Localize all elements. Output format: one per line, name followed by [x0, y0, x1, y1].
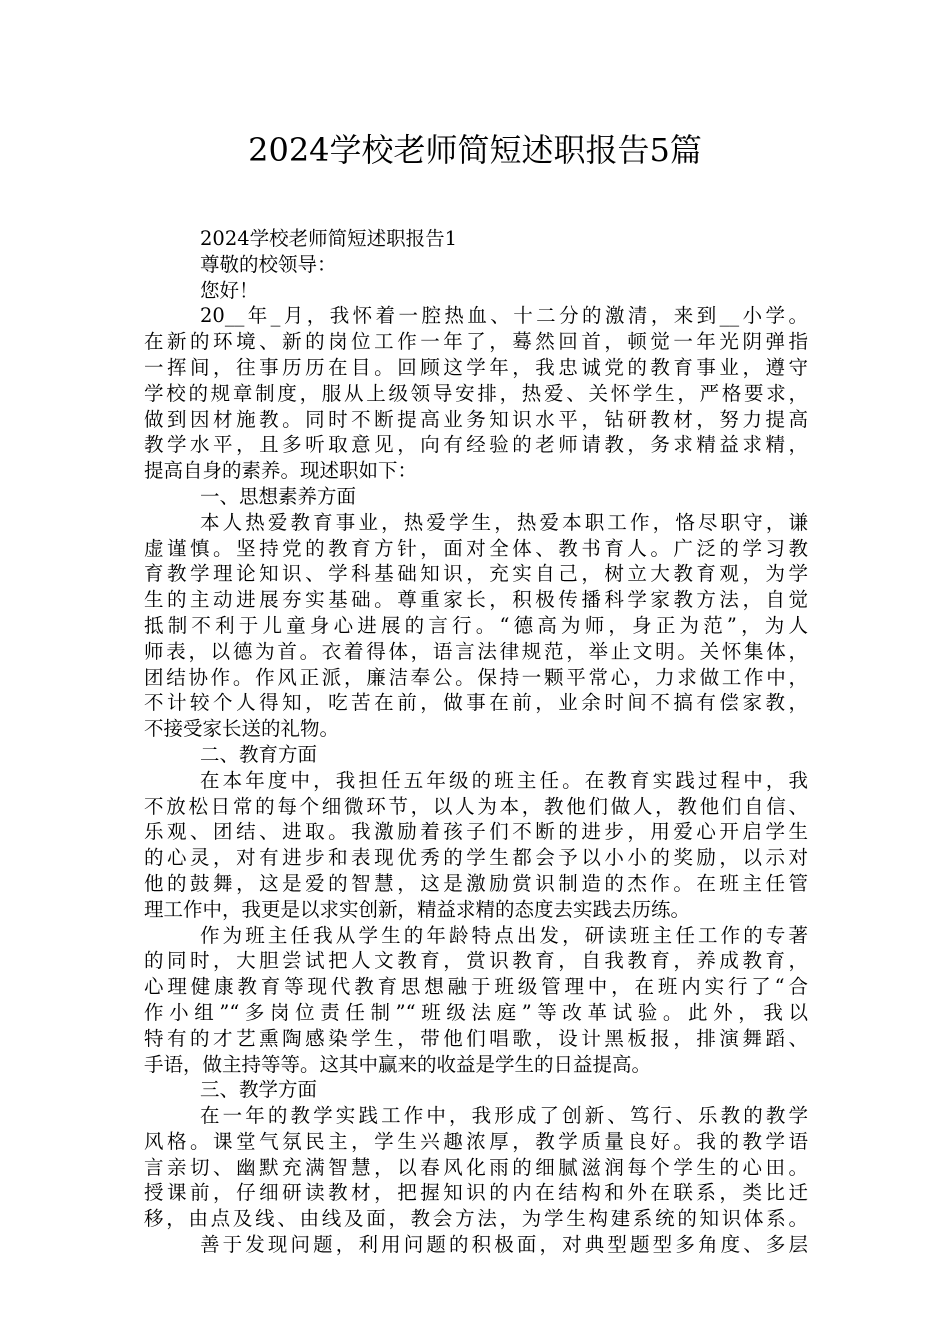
- text-line: 他的鼓舞，这是爱的智慧，这是激励赏识制造的杰作。在班主任管: [144, 871, 808, 895]
- text-line: 育教学理论知识、学科基础知识，充实自己，树立大教育观，为学: [144, 562, 808, 586]
- text-line: 本人热爱教育事业，热爱学生，热爱本职工作，恪尽职守，谦: [200, 510, 808, 534]
- text-line: 二、教育方面: [200, 742, 318, 766]
- text-line: 乐观、团结、进取。我激励着孩子们不断的进步，用爱心开启学生: [144, 820, 808, 844]
- text-line: 提高自身的素养。现述职如下：: [144, 459, 418, 483]
- text-line: 生的主动进展夯实基础。尊重家长，积极传播科学家教方法，自觉: [144, 588, 808, 612]
- text-line: 移，由点及线、由线及面，教会方法，为学生构建系统的知识体系。: [144, 1207, 808, 1231]
- text-line: 不计较个人得知，吃苦在前，做事在前，业余时间不搞有偿家教，: [144, 691, 808, 715]
- document-body: [144, 226, 808, 1258]
- text-line: 心理健康教育等现代教育思想融于班级管理中，在班内实行了“合: [144, 975, 808, 999]
- text-line: 教学水平，且多听取意见，向有经验的老师请教，务求精益求精，: [144, 433, 808, 457]
- text-line: 团结协作。作风正派，廉洁奉公。保持一颗平常心，力求做工作中，: [144, 665, 808, 689]
- document-title: 2024学校老师简短述职报告5篇: [248, 131, 702, 169]
- text-line: 学校的规章制度，服从上级领导安排，热爱、关怀学生，严格要求，: [144, 381, 808, 405]
- text-line: 言亲切、幽默充满智慧，以春风化雨的细腻滋润每个学生的心田。: [144, 1155, 808, 1179]
- text-line: 一挥间，往事历历在目。回顾这学年，我忠诚党的教育事业，遵守: [144, 355, 808, 379]
- text-line: 风格。课堂气氛民主，学生兴趣浓厚，教学质量良好。我的教学语: [144, 1129, 808, 1153]
- text-line: 善于发现问题，利用问题的积极面，对典型题型多角度、多层: [200, 1233, 808, 1257]
- text-line: 您好！: [200, 278, 259, 302]
- text-line: 师表，以德为首。衣着得体，语言法律规范，举止文明。关怀集体，: [144, 639, 808, 663]
- text-line: 不放松日常的每个细微环节，以人为本，教他们做人，教他们自信、: [144, 794, 808, 818]
- text-line: 做到因材施教。同时不断提高业务知识水平，钻研教材，努力提高: [144, 407, 808, 431]
- text-line: 2024学校老师简短述职报告1: [200, 227, 458, 250]
- text-line: 20__年_月，我怀着一腔热血、十二分的激清，来到__小学。: [200, 304, 808, 328]
- text-line: 作为班主任我从学生的年龄特点出发，研读班主任工作的专著: [200, 923, 808, 947]
- text-line: 授课前，仔细研读教材，把握知识的内在结构和外在联系，类比迁: [144, 1181, 808, 1205]
- text-line: 尊敬的校领导：: [200, 252, 337, 276]
- text-line: 在一年的教学实践工作中，我形成了创新、笃行、乐教的教学: [200, 1104, 808, 1128]
- text-line: 手语，做主持等等。这其中赢来的收益是学生的日益提高。: [144, 1052, 652, 1076]
- text-line: 作小组”“多岗位责任制”“班级法庭”等改革试验。此外，我以: [144, 1000, 808, 1024]
- text-line: 三、教学方面: [200, 1078, 318, 1102]
- text-line: 理工作中，我更是以求实创新，精益求精的态度去实践去历练。: [144, 897, 691, 921]
- text-line: 在新的环境、新的岗位工作一年了，蓦然回首，顿觉一年光阴弹指: [144, 330, 808, 354]
- text-line: 虚谨慎。坚持党的教育方针，面对全体、教书育人。广泛的学习教: [144, 536, 808, 560]
- text-line: 的同时，大胆尝试把人文教育，赏识教育，自我教育，养成教育，: [144, 949, 808, 973]
- text-line: 在本年度中，我担任五年级的班主任。在教育实践过程中，我: [200, 768, 808, 792]
- text-line: 抵制不利于儿童身心进展的言行。“德高为师，身正为范”，为人: [144, 613, 808, 637]
- text-line: 不接受家长送的礼物。: [144, 717, 340, 741]
- text-line: 特有的才艺熏陶感染学生，带他们唱歌，设计黑板报，排演舞蹈、: [144, 1026, 808, 1050]
- text-line: 一、思想素养方面: [200, 484, 357, 508]
- text-line: 的心灵，对有进步和表现优秀的学生都会予以小小的奖励，以示对: [144, 846, 808, 870]
